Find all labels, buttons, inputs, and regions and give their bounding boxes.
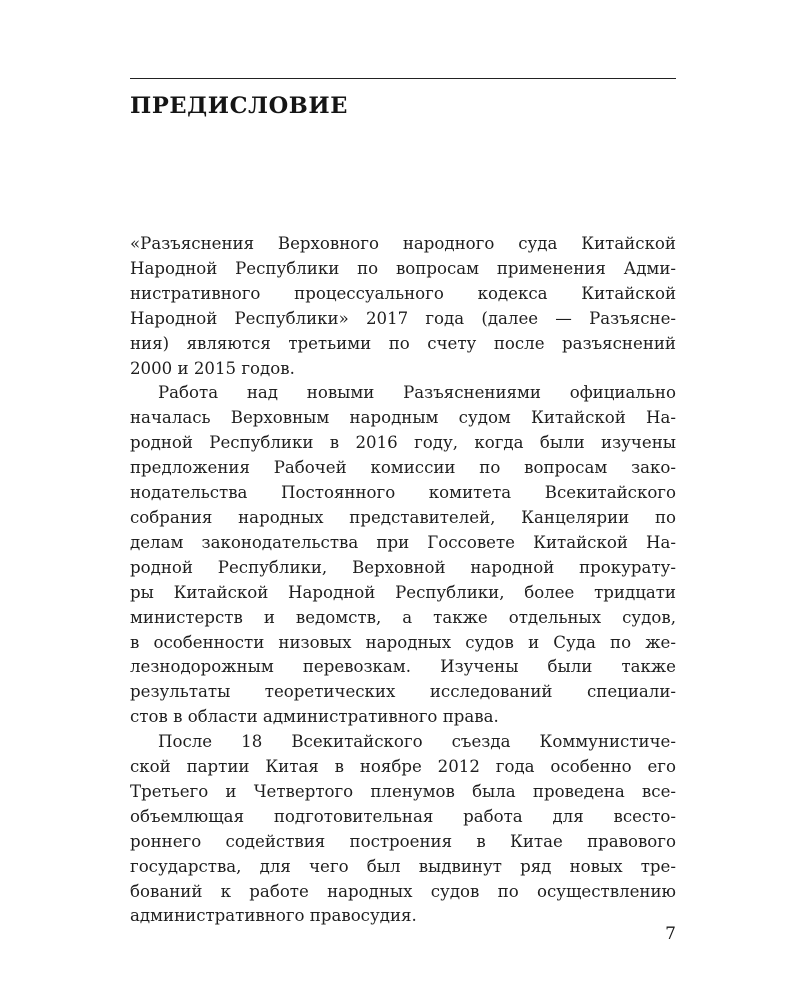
text-line: ния) являются третьими по счету после разъяснений — [130, 333, 676, 353]
text-line: началась Верховным народным судом Китайской На- — [130, 408, 676, 428]
text-line: в особенности низовых народных судов и Суда по же- — [130, 632, 676, 652]
text-line: лезнодорожным перевозкам. Изучены были также — [130, 657, 676, 677]
text-line: «Разъяснения Верховного народного суда Китайской — [130, 234, 676, 253]
paragraph-2 — [130, 381, 676, 730]
text-line: стов в области административного права. — [130, 707, 499, 727]
text-line: результаты теоретических исследований специали- — [130, 682, 676, 702]
text-line: государства, для чего был выдвинут ряд новых тре- — [130, 856, 676, 876]
text-line: ры Китайской Народной Республики, более тридцати — [130, 582, 676, 602]
text-line: После 18 Всекитайского съезда Коммунистиче- — [158, 732, 676, 752]
text-line: нодательства Постоянного комитета Всекитайского — [130, 483, 676, 503]
chapter-title: ПРЕДИСЛОВИЕ — [130, 93, 349, 119]
text-line: делам законодательства при Госсовете Китайской На- — [130, 532, 676, 552]
text-line: предложения Рабочей комиссии по вопросам зако- — [130, 458, 676, 478]
text-line: нистративного процессуального кодекса Китайской — [130, 283, 676, 303]
paragraph-3 — [130, 730, 676, 929]
text-line: административного правосудия. — [130, 906, 417, 926]
text-line: собрания народных представителей, Канцелярии по — [130, 507, 676, 527]
text-line: Народной Республики» 2017 года (далее — Разъясне- — [130, 308, 676, 328]
text-line: родной Республики, Верховной народной прокурату- — [130, 557, 676, 577]
text-line: объемлющая подготовительная работа для всесто- — [130, 806, 676, 826]
text-line: ской партии Китая в ноябре 2012 года особенно его — [130, 757, 676, 777]
text-line: Народной Республики по вопросам применения Адми- — [130, 258, 676, 278]
text-line: родной Республики в 2016 году, когда были изучены — [130, 433, 676, 453]
body-text — [130, 232, 676, 929]
text-line: министерств и ведомств, а также отдельных судов, — [130, 607, 676, 627]
text-line: бований к работе народных судов по осуществлению — [130, 881, 676, 901]
paragraph-1 — [130, 232, 676, 381]
text-line: Третьего и Четвертого пленумов была проведена все- — [130, 781, 676, 801]
text-line: Работа над новыми Разъяснениями официально — [158, 383, 676, 403]
text-line: роннего содействия построения в Китае правового — [130, 831, 676, 851]
page-number: 7 — [665, 924, 676, 944]
header-rule — [130, 78, 676, 79]
text-line: 2000 и 2015 годов. — [130, 358, 295, 378]
